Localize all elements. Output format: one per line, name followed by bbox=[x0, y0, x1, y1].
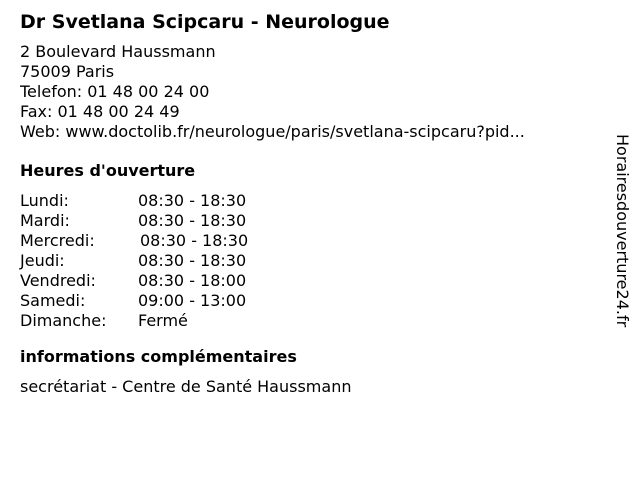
city-address: 75009 Paris bbox=[20, 62, 115, 81]
page-title: Dr Svetlana Scipcaru - Neurologue bbox=[20, 11, 390, 33]
time-value: 09:00 - 13:00 bbox=[138, 291, 247, 310]
phone-number: Telefon: 01 48 00 24 00 bbox=[20, 82, 210, 101]
hours-row-monday bbox=[20, 191, 600, 211]
time-value: 08:30 - 18:30 bbox=[138, 191, 247, 210]
street-address: 2 Boulevard Haussmann bbox=[20, 42, 216, 61]
opening-hours-heading: Heures d'ouverture bbox=[20, 161, 196, 180]
day-label: Mercredi: bbox=[20, 231, 95, 250]
day-label: Dimanche: bbox=[20, 311, 107, 330]
time-value: 08:30 - 18:00 bbox=[138, 271, 247, 290]
day-label: Jeudi: bbox=[20, 251, 65, 270]
hours-row-friday bbox=[20, 271, 600, 291]
time-value: 08:30 - 18:30 bbox=[138, 251, 247, 270]
opening-hours-list bbox=[20, 191, 600, 331]
day-label: Samedi: bbox=[20, 291, 86, 310]
fax-number: Fax: 01 48 00 24 49 bbox=[20, 102, 180, 121]
hours-row-thursday bbox=[20, 251, 600, 271]
brand-watermark: Horairesdouverture24.fr bbox=[613, 134, 632, 328]
address-block bbox=[20, 42, 600, 142]
time-value: 08:30 - 18:30 bbox=[140, 231, 249, 250]
additional-info-heading: informations complémentaires bbox=[20, 347, 297, 366]
day-label: Lundi: bbox=[20, 191, 69, 210]
listing-card bbox=[20, 10, 600, 397]
hours-row-saturday bbox=[20, 291, 600, 311]
day-label: Mardi: bbox=[20, 211, 70, 230]
hours-row-tuesday bbox=[20, 211, 600, 231]
time-value: 08:30 - 18:30 bbox=[138, 211, 247, 230]
hours-row-wednesday bbox=[20, 231, 600, 251]
time-value: Fermé bbox=[138, 311, 188, 330]
additional-info-text: secrétariat - Centre de Santé Haussmann bbox=[20, 377, 352, 396]
hours-row-sunday bbox=[20, 311, 600, 331]
website-link: Web: www.doctolib.fr/neurologue/paris/svetlana-scipcaru?pid... bbox=[20, 122, 525, 141]
day-label: Vendredi: bbox=[20, 271, 96, 290]
